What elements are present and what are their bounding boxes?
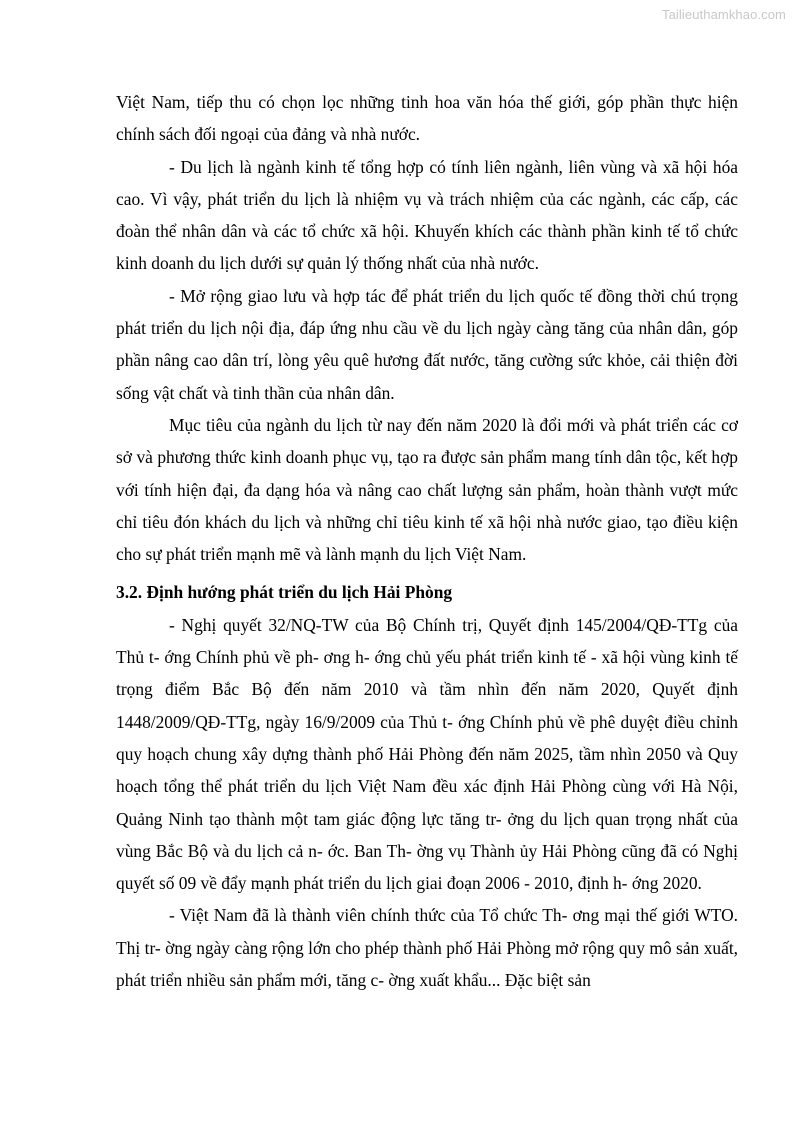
document-page	[116, 86, 738, 996]
section-heading: 3.2. Định hướng phát triển du lịch Hải Phòng	[116, 582, 453, 603]
paragraph-bullet-international-exchange: - Mở rộng giao lưu và hợp tác để phát triển du lịch quốc tế đồng thời chú trọng phát triển du lịch nội địa, đáp ứng nhu cầu về du lịch ngày càng tăng của nhân dân, góp phần nâng cao dân trí, lòng yêu quê hương đất nước, tăng cường sức khỏe, cải thiện đời sống vật chất và tinh thần của nhân dân.	[116, 285, 738, 403]
paragraph-bullet-wto: - Việt Nam đã là thành viên chính thức của Tổ chức Th- ơng mại thế giới WTO. Thị tr- ờng ngày càng rộng lớn cho phép thành phố Hải Phòng mở rộng quy mô sản xuất, phát triển nhiều sản phẩm mới, tăng c- ờng xuất khẩu... Đặc biệt sản	[116, 905, 738, 991]
paragraph-tourism-goals: Mục tiêu của ngành du lịch từ nay đến năm 2020 là đổi mới và phát triển các cơ sở và phương thức kinh doanh phục vụ, tạo ra được sản phẩm mang tính dân tộc, kết hợp với tính hiện đại, đa dạng hóa và nâng cao chất lượng sản phẩm, hoàn thành vượt mức chỉ tiêu đón khách du lịch và những chỉ tiêu kinh tế xã hội nhà nước giao, tạo điều kiện cho sự phát triển mạnh mẽ và lành mạnh du lịch Việt Nam.	[116, 414, 738, 565]
paragraph-bullet-integrated-economy: - Du lịch là ngành kinh tế tổng hợp có tính liên ngành, liên vùng và xã hội hóa cao. Vì vậy, phát triển du lịch là nhiệm vụ và trách nhiệm của các ngành, các cấp, các đoàn thể nhân dân và các tổ chức xã hội. Khuyến khích các thành phần kinh tế tổ chức kinh doanh du lịch dưới sự quản lý thống nhất của nhà nước.	[116, 156, 738, 274]
watermark-text: Tailieuthamkhao.com	[661, 7, 786, 22]
paragraph-intro-continuation: Việt Nam, tiếp thu có chọn lọc những tinh hoa văn hóa thế giới, góp phần thực hiện chính sách đối ngoại của đảng và nhà nước.	[116, 92, 738, 145]
paragraph-bullet-resolution: - Nghị quyết 32/NQ-TW của Bộ Chính trị, Quyết định 145/2004/QĐ-TTg của Thủ t- ớng Chính phủ về ph- ơng h- ớng chủ yếu phát triển kinh tế - xã hội vùng kinh tế trọng điểm Bắc Bộ đến năm 2010 và tầm nhìn đến năm 2020, Quyết định 1448/2009/QĐ-TTg, ngày 16/9/2009 của Thủ t- ớng Chính phủ về phê duyệt điều chỉnh quy hoạch chung xây dựng thành phố Hải Phòng đến năm 2025, tầm nhìn 2050 và Quy hoạch tổng thể phát triển du lịch Việt Nam đều xác định Hải Phòng cùng với Hà Nội, Quảng Ninh tạo thành một tam giác động lực tăng tr- ởng du lịch quan trọng nhất của vùng Bắc Bộ và du lịch cả n- ớc. Ban Th- ờng vụ Thành ủy Hải Phòng cũng đã có Nghị quyết số 09 về đẩy mạnh phát triển du lịch giai đoạn 2006 - 2010, định h- ớng 2020.	[116, 614, 738, 894]
